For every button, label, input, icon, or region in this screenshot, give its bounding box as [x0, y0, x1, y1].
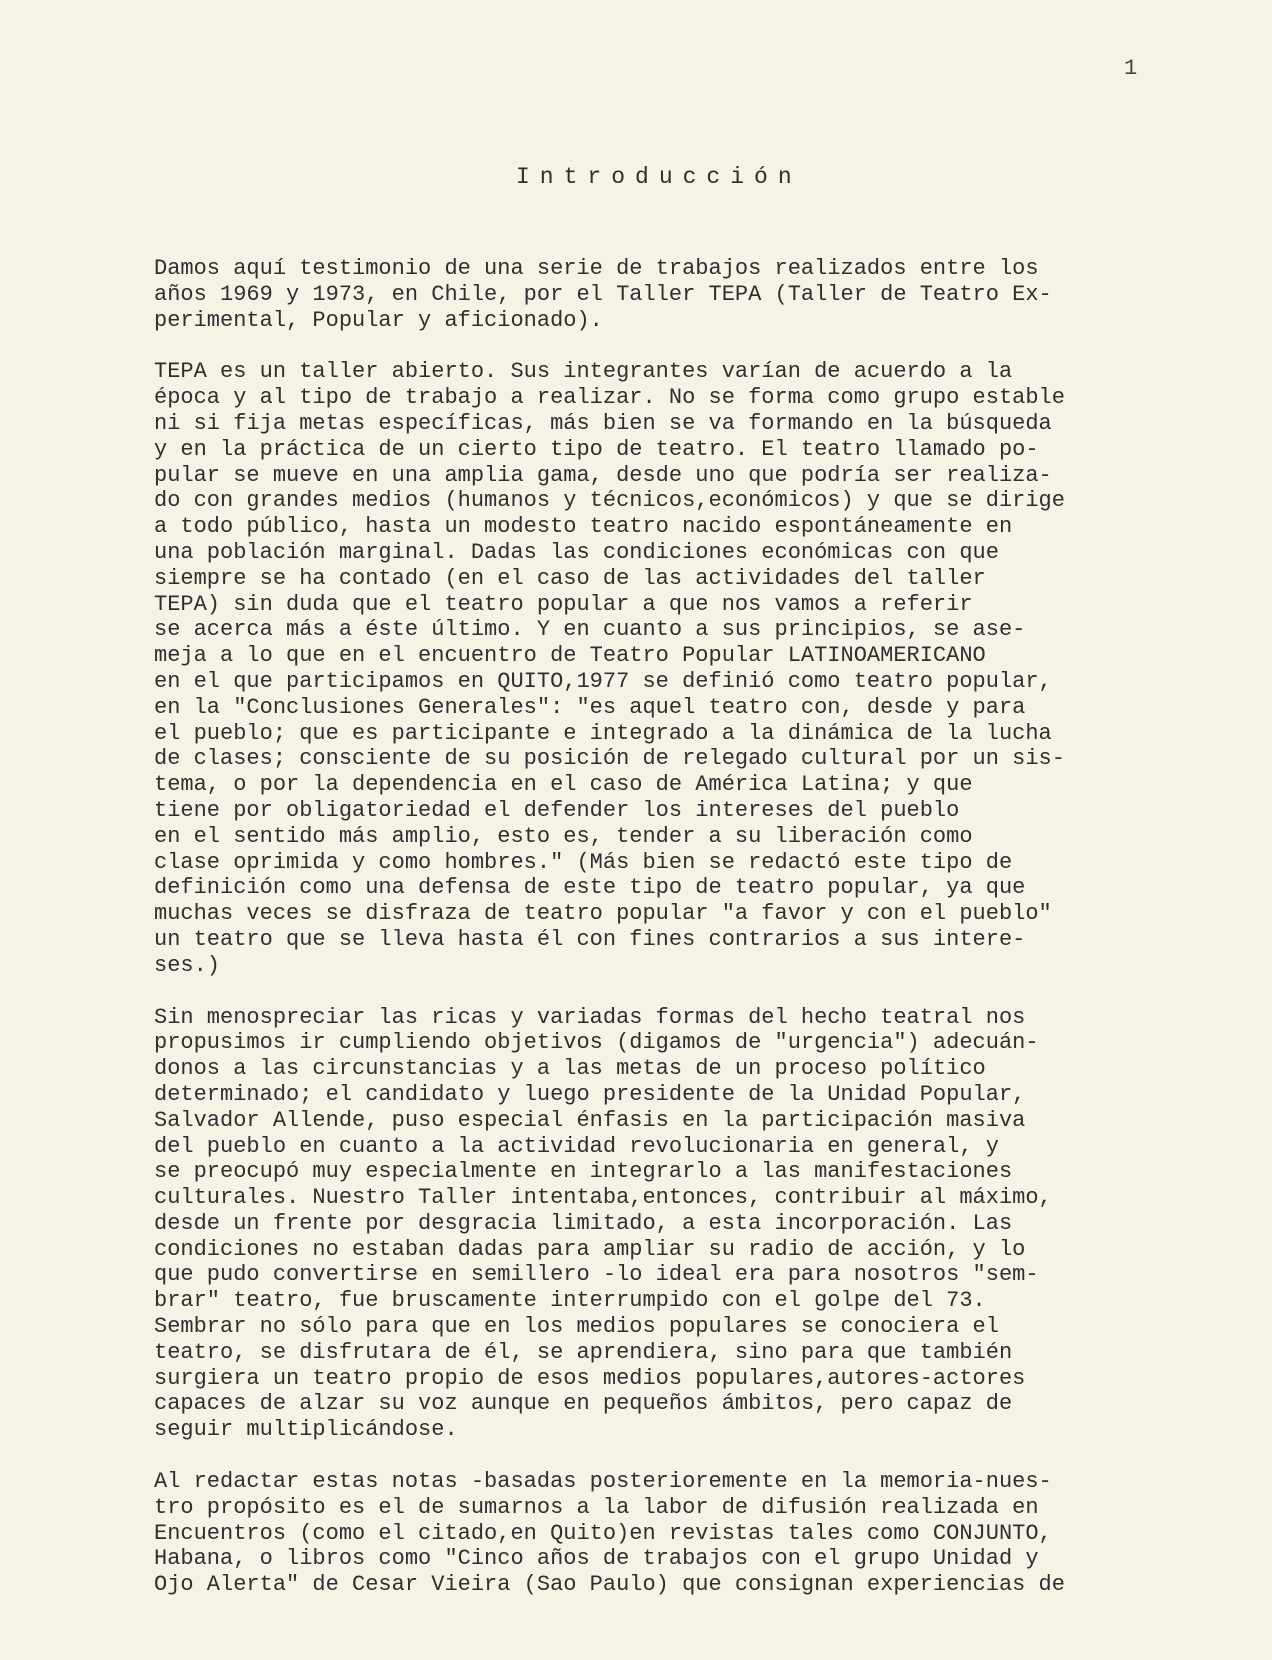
paragraph-line: culturales. Nuestro Taller intentaba,entonces, contribuir al máximo,	[154, 1185, 1052, 1211]
paragraph-line: Sembrar no sólo para que en los medios populares se conociera el	[154, 1314, 999, 1340]
paragraph-line: definición como una defensa de este tipo de teatro popular, ya que	[154, 875, 1026, 901]
paragraph-line: TEPA es un taller abierto. Sus integrantes varían de acuerdo a la	[154, 359, 1013, 385]
paragraph-line: del pueblo en cuanto a la actividad revolucionaria en general, y	[154, 1133, 999, 1159]
paragraph-line: Salvador Allende, puso especial énfasis en la participación masiva	[154, 1107, 1026, 1133]
paragraph-line: Ojo Alerta" de Cesar Vieira (Sao Paulo) que consignan experiencias de	[154, 1572, 1065, 1598]
paragraph-line: donos a las circunstancias y a las metas de un proceso político	[154, 1056, 986, 1082]
paragraph-line: perimental, Popular y aficionado).	[154, 307, 603, 333]
paragraph-line: ses.)	[154, 952, 221, 978]
paragraph-line: TEPA) sin duda que el teatro popular a que nos vamos a referir	[154, 591, 973, 617]
paragraph-line: Al redactar estas notas -basadas posterioremente en la memoria-nues-	[154, 1469, 1052, 1495]
paragraph-line: Damos aquí testimonio de una serie de trabajos realizados entre los	[154, 256, 1039, 281]
paragraph-line: seguir multiplicándose.	[154, 1417, 458, 1443]
paragraph-line: un teatro que se lleva hasta él con fines contrarios a sus intere-	[154, 926, 1026, 952]
paragraph-line: propusimos ir cumpliendo objetivos (digamos de "urgencia") adecuán-	[154, 1030, 1039, 1056]
paragraph-line: muchas veces se disfraza de teatro popular "a favor y con el pueblo"	[154, 901, 1052, 927]
paragraph-2	[154, 359, 1204, 978]
paragraph-line: se preocupó muy especialmente en integrarlo a las manifestaciones	[154, 1159, 1013, 1185]
paragraph-3	[154, 1005, 1204, 1444]
page-number: 1	[1124, 56, 1138, 81]
paragraph-line: años 1969 y 1973, en Chile, por el Taller TEPA (Taller de Teatro Ex-	[154, 281, 1052, 307]
body-text	[154, 256, 1204, 1624]
paragraph-line: de clases; consciente de su posición de relegado cultural por un sis-	[154, 746, 1065, 772]
paragraph-line: en el sentido más amplio, esto es, tender a su liberación como	[154, 823, 973, 849]
paragraph-line: en la "Conclusiones Generales": "es aquel teatro con, desde y para	[154, 694, 1026, 720]
paragraph-line: determinado; el candidato y luego presidente de la Unidad Popular,	[154, 1081, 1026, 1107]
paragraph-line: a todo público, hasta un modesto teatro nacido espontáneamente en	[154, 514, 1013, 540]
paragraph-line: tema, o por la dependencia en el caso de América Latina; y que	[154, 772, 973, 798]
paragraph-line: Encuentros (como el citado,en Quito)en revistas tales como CONJUNTO,	[154, 1520, 1052, 1546]
paragraph-line: Habana, o libros como "Cinco años de trabajos con el grupo Unidad y	[154, 1546, 1039, 1572]
paragraph-line: tiene por obligatoriedad el defender los intereses del pueblo	[154, 797, 960, 823]
paragraph-line: capaces de alzar su voz aunque en pequeños ámbitos, pero capaz de	[154, 1391, 1013, 1417]
paragraph-line: condiciones no estaban dadas para ampliar su radio de acción, y lo	[154, 1236, 1026, 1262]
paragraph-line: en el que participamos en QUITO,1977 se definió como teatro popular,	[154, 668, 1052, 694]
paragraph-line: Sin menospreciar las ricas y variadas formas del hecho teatral nos	[154, 1004, 1026, 1030]
paragraph-line: surgiera un teatro propio de esos medios populares,autores-actores	[154, 1365, 1026, 1391]
paragraph-1	[154, 256, 1204, 333]
paragraph-line: desde un frente por desgracia limitado, a esta incorporación. Las	[154, 1210, 1013, 1236]
paragraph-line: se acerca más a éste último. Y en cuanto a sus principios, se ase-	[154, 617, 1026, 643]
paragraph-line: brar" teatro, fue bruscamente interrumpido con el golpe del 73.	[154, 1288, 986, 1314]
paragraph-line: y en la práctica de un cierto tipo de teatro. El teatro llamado po-	[154, 436, 1039, 462]
paragraph-line: una población marginal. Dadas las condiciones económicas con que	[154, 539, 999, 565]
paragraph-line: tro propósito es el de sumarnos a la labor de difusión realizada en	[154, 1494, 1039, 1520]
paragraph-line: ni si fija metas específicas, más bien se va formando en la búsqueda	[154, 410, 1052, 436]
paragraph-line: do con grandes medios (humanos y técnicos,económicos) y que se dirige	[154, 488, 1065, 514]
paragraph-line: que pudo convertirse en semillero -lo ideal era para nosotros "sem-	[154, 1262, 1039, 1288]
page-title: Introducción	[516, 164, 802, 190]
paragraph-line: siempre se ha contado (en el caso de las actividades del taller	[154, 565, 986, 591]
paragraph-line: meja a lo que en el encuentro de Teatro Popular LATINOAMERICANO	[154, 643, 986, 669]
paragraph-line: el pueblo; que es participante e integrado a la dinámica de la lucha	[154, 720, 1052, 746]
paragraph-4	[154, 1469, 1204, 1598]
paragraph-line: clase oprimida y como hombres." (Más bien se redactó este tipo de	[154, 849, 1013, 875]
paragraph-line: pular se mueve en una amplia gama, desde uno que podría ser realiza-	[154, 462, 1052, 488]
paragraph-line: época y al tipo de trabajo a realizar. No se forma como grupo estable	[154, 385, 1065, 411]
paragraph-line: teatro, se disfrutara de él, se aprendiera, sino para que también	[154, 1339, 1013, 1365]
